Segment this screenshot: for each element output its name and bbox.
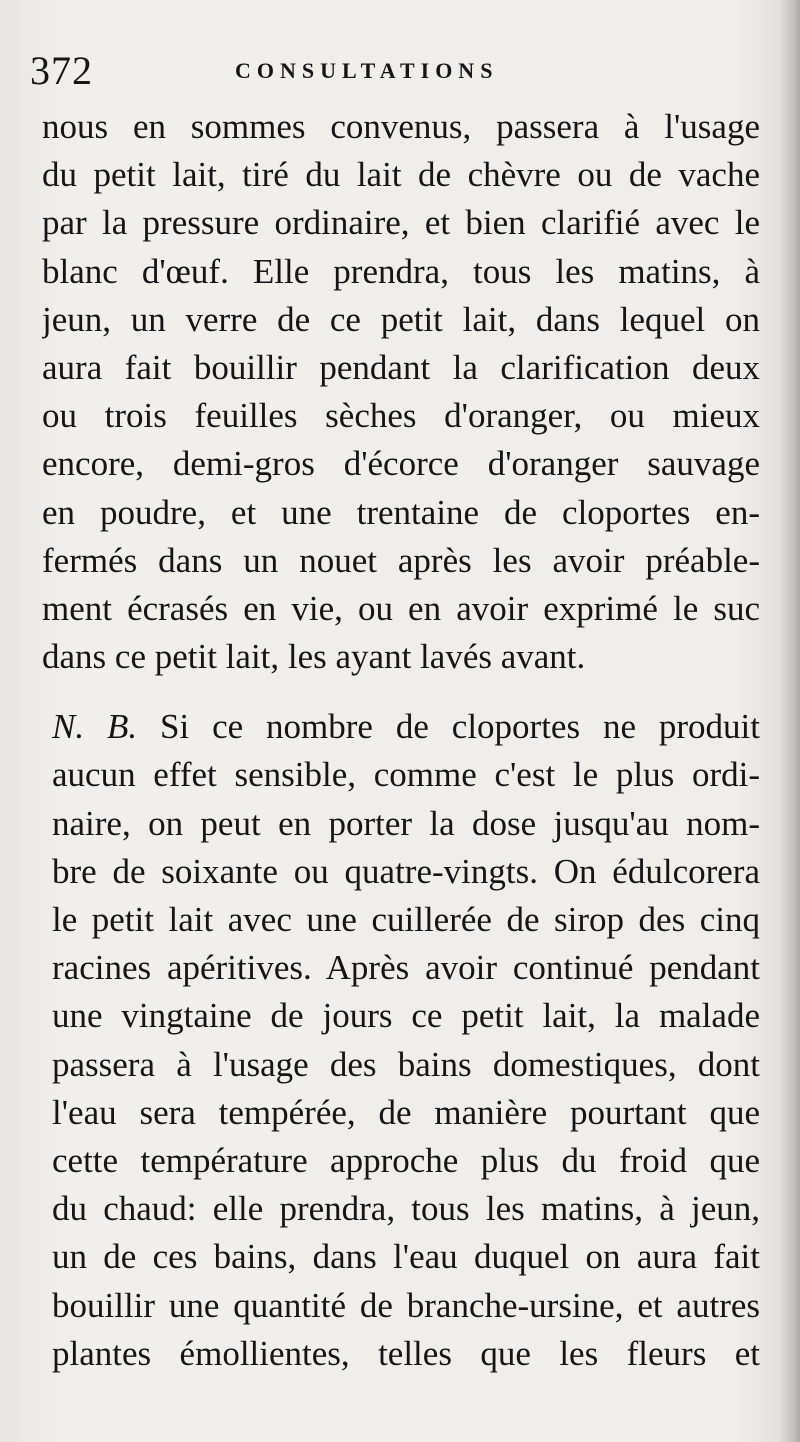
paragraph-1	[42, 103, 760, 681]
text-line: naire, on peut en porter la dose jusqu'au nom-	[52, 803, 760, 843]
text-line-rest: Si ce nombre de cloportes ne produit	[137, 707, 760, 747]
text-line: par la pressure ordinaire, et bien clarifié avec le	[42, 203, 760, 243]
text-line: dans ce petit lait, les ayant lavés avant.	[42, 637, 586, 677]
text-line: plantes émollientes, telles que les fleurs et	[52, 1333, 760, 1373]
page-number: 372	[30, 48, 93, 93]
text-line: une vingtaine de jours ce petit lait, la malade	[52, 996, 760, 1036]
text-line: blanc d'œuf. Elle prendra, tous les matins, à	[42, 251, 760, 291]
text-line: ou trois feuilles sèches d'oranger, ou mieux	[42, 396, 760, 436]
text-line	[42, 703, 760, 751]
text-line: bouillir une quantité de branche-ursine, et autres	[52, 1285, 760, 1325]
text-line: cette température approche plus du froid que	[52, 1140, 760, 1180]
body-text	[42, 103, 760, 1378]
text-line: aucun effet sensible, comme c'est le plus ordi-	[52, 755, 760, 795]
text-line: ment écrasés en vie, ou en avoir exprimé le suc	[42, 588, 760, 628]
paragraph-2	[42, 703, 760, 1378]
text-line: du chaud: elle prendra, tous les matins, à jeun,	[52, 1189, 760, 1229]
text-line: bre de soixante ou quatre-vingts. On édulcorera	[52, 851, 760, 891]
text-line: passera à l'usage des bains domestiques, dont	[52, 1044, 760, 1084]
text-line: fermés dans un nouet après les avoir préable-	[42, 540, 760, 580]
text-line: encore, demi-gros d'écorce d'oranger sauvage	[42, 444, 760, 484]
running-head: CONSULTATIONS	[235, 58, 499, 83]
text-line: racines apéritives. Après avoir continué pendant	[52, 948, 760, 988]
text-line: l'eau sera tempérée, de manière pourtant que	[52, 1092, 760, 1132]
text-line: nous en sommes convenus, passera à l'usage	[42, 107, 760, 146]
text-line: le petit lait avec une cuillerée de sirop des cinq	[52, 900, 760, 939]
text-line: aura fait bouillir pendant la clarification deux	[42, 347, 760, 387]
nota-bene-label: N. B.	[52, 707, 138, 747]
page-gutter-shadow	[778, 0, 800, 1442]
text-line: du petit lait, tiré du lait de chèvre ou de vache	[42, 155, 760, 195]
text-line: jeun, un verre de ce petit lait, dans lequel on	[42, 299, 760, 339]
text-line: un de ces bains, dans l'eau duquel on aura fait	[52, 1237, 760, 1277]
page-header	[30, 46, 760, 96]
text-line: en poudre, et une trentaine de cloportes en-	[42, 492, 760, 532]
